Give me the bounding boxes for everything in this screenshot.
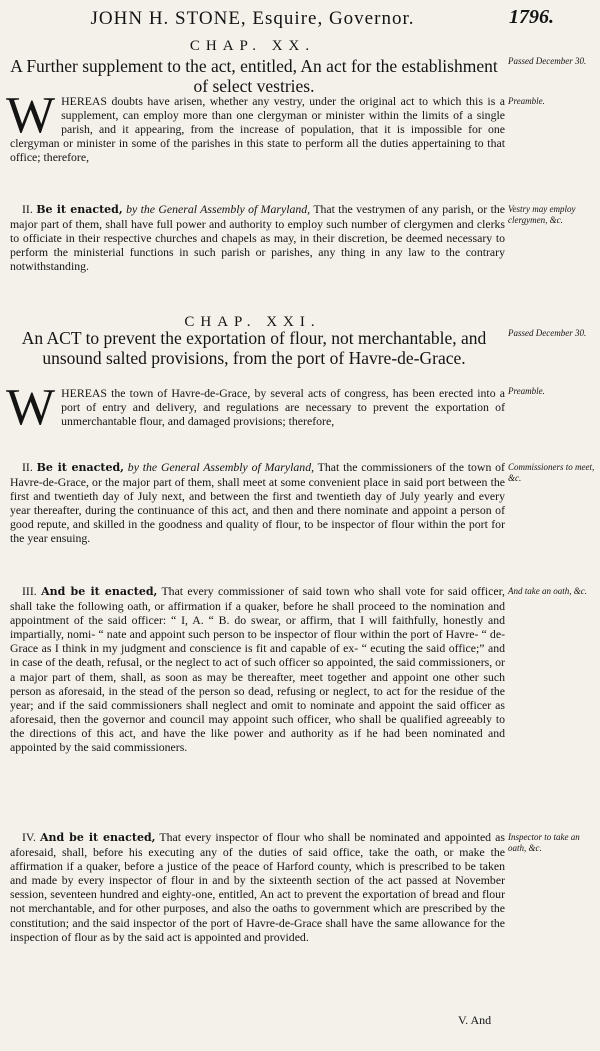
chapter-20-preamble-note: Preamble. xyxy=(508,96,545,106)
section-text: That the commissioners of the town of Havre-de-Grace, or the major part of them, shall meet at some convenient place in said port between the first and twentieth day of July next, and between the first and twentieth day of July yearly and every year thereafter, during the continuance of this act, and then and there nominate and appoint a person of good repute, and skilled in the goodness and quality of flour, to be inspector of flour within the port for the year ensuing. xyxy=(10,460,505,546)
chapter-21-preamble xyxy=(6,379,505,436)
section-text: That every commissioner of said town who shall vote for said officer, shall take the following oath, or affirmation if a quaker, before he shall proceed to the nomination and appointment of the said officer: “ I, A. “ B. do swear, or affirm, that I will faithfully, honestly and impartially, nomi- “ nate and appoint such person to be inspector of flour within the port of Havre- “ de-Grace as I think in my judgment and conscience is fit and capable of ex- “ ecuting the said office;” and in case of the death, refusal, or the neglect to act of such officer so appointed, the said commissioners, or a major part of them, shall, as soon as may be thereafter, meet together and appoint one other such person as aforesaid, in the stead of the person so dead, refusing or neglect, to act for the residue of the year; and if the said commissioners shall neglect and omit to nominate and appoint the said officer as aforesaid, then the governor and council may appoint such officer, who shall be qualified agreeably to the directions of this act, and have the like power and authority as if he had been nominated and appointed by the said commissioners. xyxy=(10,584,505,755)
chapter-21-section-3-note: And take an oath, &c. xyxy=(508,586,587,596)
enacting-clause: And be it enacted, xyxy=(41,585,158,598)
section-text: That every inspector of flour who shall be nominated and appointed as aforesaid, shall, before his executing any of the duties of said office, take the oath, or make the affirmation if a quaker, before a justice of the peace of Harford county, which is prescribed to be taken and made by every inspector of flour in and by the sixteenth section of the act passed at November session, seventeen hundred and eighty-one, entitled, An act to prevent the exportation of bread and flour not merchantable, and for other purposes, and also the oaths to government which are prescribed by the constitution; and the said inspector of the port of Havre-de-Grace shall have the same allowance for the inspection of flour as by the said act is appointed and provided. xyxy=(10,830,505,944)
chapter-21-preamble-note: Preamble. xyxy=(508,386,545,396)
chapter-20-section-2-note: Vestry may employ clergymen, &c. xyxy=(508,204,576,225)
chapter-21-section-2 xyxy=(10,460,505,546)
chapter-20-title: A Further supplement to the act, entitled, An act for the establishment of select vestries. xyxy=(10,56,498,96)
page-year: 1796. xyxy=(509,6,554,28)
chapter-21-section-4 xyxy=(10,830,505,944)
section-number: IV. xyxy=(22,830,36,844)
enacting-clause: Be it enacted, xyxy=(36,461,124,474)
chapter-21-section-3 xyxy=(10,584,505,754)
chapter-20-heading: CHAP. XX. xyxy=(189,38,316,54)
authority-clause: by the General Assembly of Maryland, xyxy=(127,460,315,474)
chapter-21-heading: CHAP. XXI. xyxy=(184,314,321,330)
chapter-20-preamble xyxy=(6,87,505,165)
enacting-clause: And be it enacted, xyxy=(39,831,156,844)
authority-clause: by the General Assembly of Maryland, xyxy=(126,202,311,216)
chapter-21-title: An ACT to prevent the exportation of flour, not merchantable, and unsound salted provisions, from the port of Havre-de-Grace. xyxy=(21,328,487,368)
chapter-20-preamble-text: HEREAS doubts have arisen, whether any vestry, under the original act to which this is a supplement, can employ more than one clergyman or minister within the limits of a single parish, and it appearing, from the increase of population, that it is impossible for one clergyman or minister in some of the parishes in this state to perform all the duties appertaining to that office; therefore, xyxy=(10,94,505,165)
section-number: III. xyxy=(22,584,37,598)
section-number: II. xyxy=(22,460,33,474)
drop-cap: W xyxy=(6,379,56,436)
drop-cap: W xyxy=(6,87,56,144)
chapter-21-section-2-note: Commissioners to meet, &c. xyxy=(508,462,595,483)
chapter-20-section-2 xyxy=(10,202,505,273)
enacting-clause: Be it enacted, xyxy=(36,203,123,216)
chapter-21-section-4-note: Inspector to take an oath, &c. xyxy=(508,832,580,853)
chapter-21-preamble-text: HEREAS the town of Havre-de-Grace, by several acts of congress, has been erected into a port of entry and delivery, and regulations are necessary to prevent the exportation of unmerchantable flour, and damaged provisions; therefore, xyxy=(61,386,505,429)
chapter-20-passed-note: Passed December 30. xyxy=(508,56,587,66)
section-number: II. xyxy=(22,202,33,216)
page-header-title: JOHN H. STONE, Esquire, Governor. xyxy=(90,8,415,29)
catchword: V. And xyxy=(458,1013,492,1027)
section-text: That the vestrymen of any parish, or the major part of them, shall have full power and authority to employ such number of clergymen and clerks to officiate in their respective churches and chapels as may, in their discretion, be deemed necessary to perform the ministerial functions in such parish or parishes, any thing in any law to the contrary notwithstanding. xyxy=(10,202,505,274)
running-header xyxy=(0,4,600,34)
chapter-21-passed-note: Passed December 30. xyxy=(508,328,587,338)
